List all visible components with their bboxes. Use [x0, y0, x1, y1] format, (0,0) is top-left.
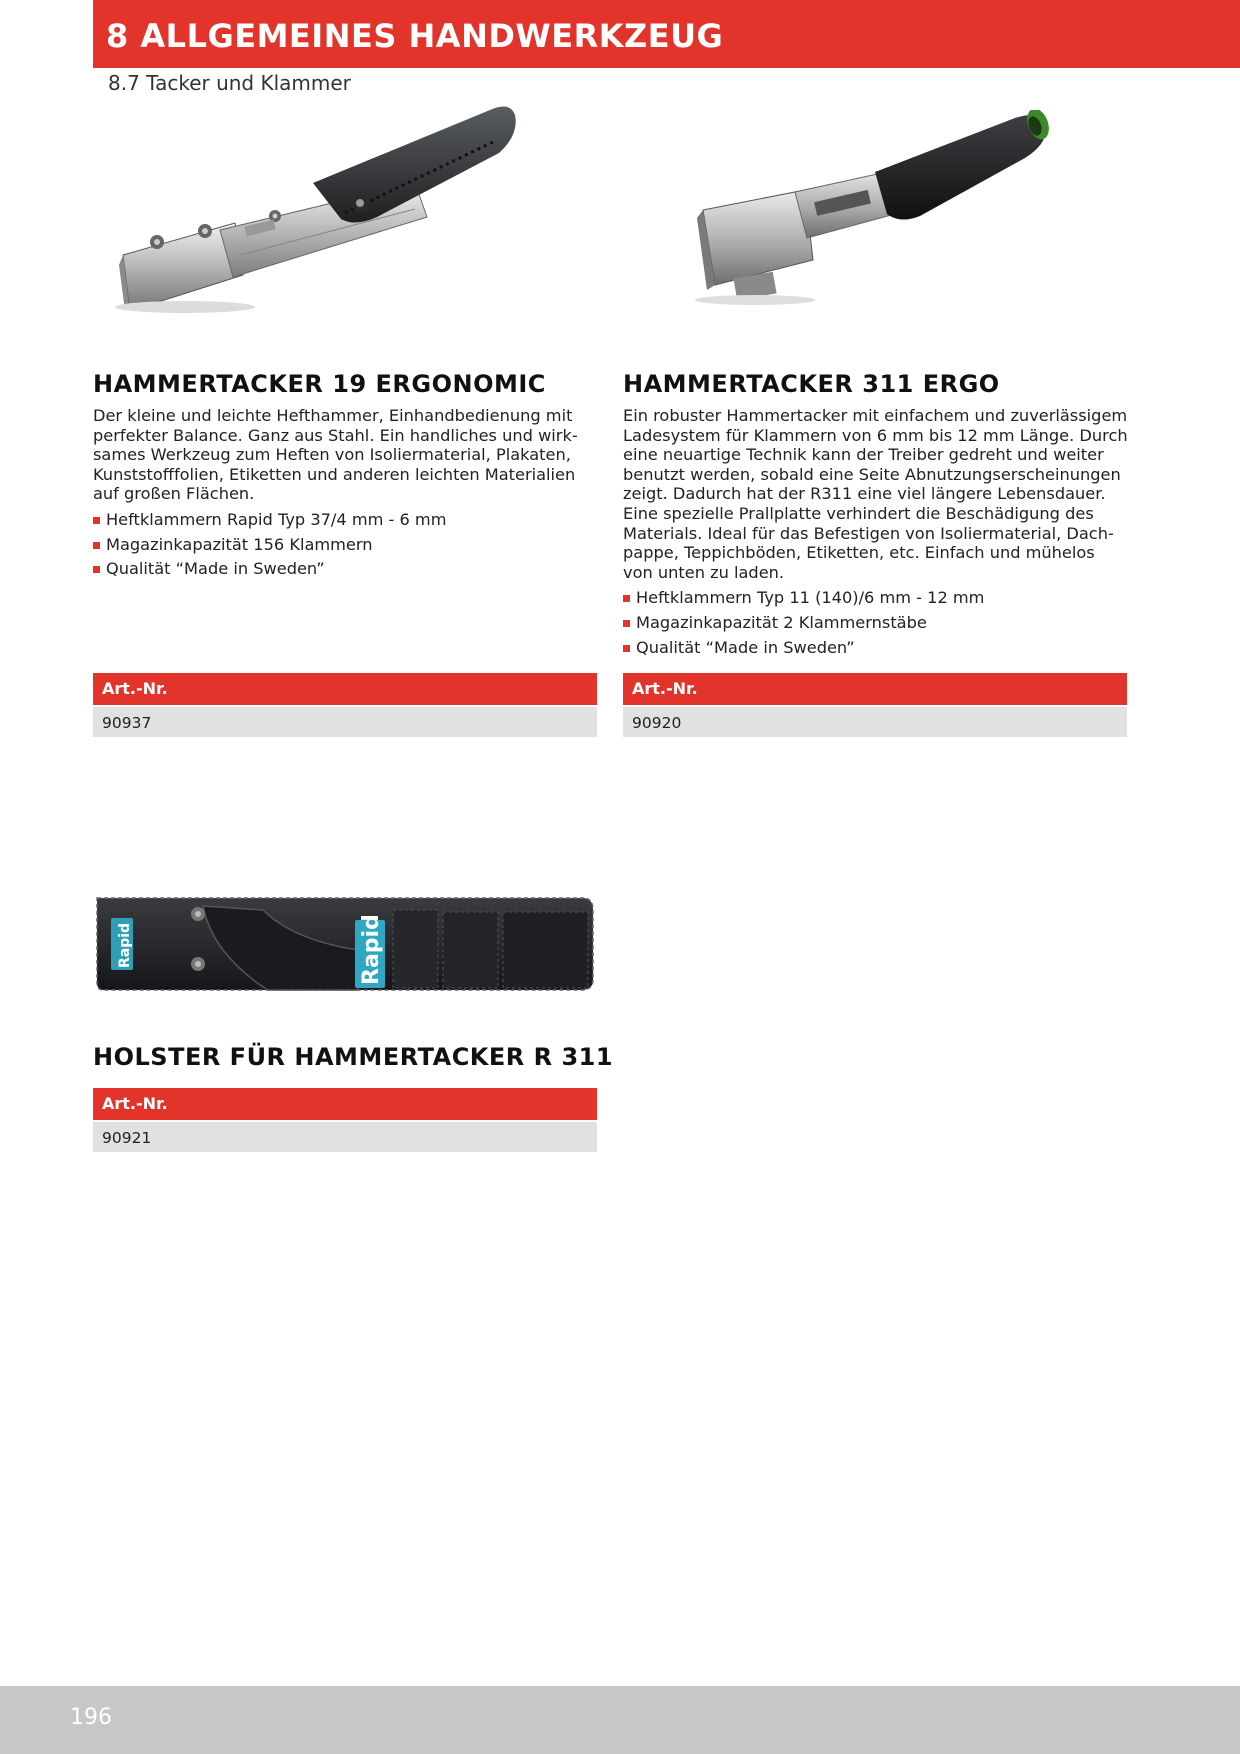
- article-number-table: [623, 673, 1127, 737]
- bullet-square-icon: [93, 542, 100, 549]
- article-number-table: [93, 1088, 597, 1152]
- feature-item: Qualität “Made in Sweden”: [623, 636, 1128, 661]
- bullet-square-icon: [93, 517, 100, 524]
- bullet-square-icon: [623, 620, 630, 627]
- product-description-hammertacker-19: [93, 406, 593, 582]
- hammertacker-311-image: [695, 110, 1055, 345]
- feature-list: [93, 508, 593, 582]
- hammertacker-19-image: [115, 105, 575, 350]
- feature-item: Magazinkapazität 156 Klammern: [93, 533, 593, 558]
- chapter-header: [93, 0, 1240, 68]
- feature-item: Qualität “Made in Sweden”: [93, 557, 593, 582]
- holster-brand-label: Rapid: [359, 914, 384, 985]
- page-footer: [0, 1686, 1240, 1754]
- description-text: Der kleine und leichte Hefthammer, Einhandbedienung mit perfekter Balance. Ganz aus Stahl. Ein handliches und wirksames Werkzeug zum Heften von Isoliermaterial, Plakaten, Kunststofffolien, Etiketten und anderen leichten Materialien auf großen Flächen.: [93, 406, 578, 504]
- article-number-header: Art.-Nr.: [93, 1088, 597, 1120]
- article-number-header: Art.-Nr.: [93, 673, 597, 705]
- bullet-square-icon: [623, 595, 630, 602]
- feature-item: Heftklammern Typ 11 (140)/6 mm - 12 mm: [623, 586, 1128, 611]
- article-number-value: 90937: [93, 707, 597, 737]
- bullet-square-icon: [623, 645, 630, 652]
- bullet-square-icon: [93, 566, 100, 573]
- article-number-value: 90921: [93, 1122, 597, 1152]
- product-title-hammertacker-19: HAMMERTACKER 19 ERGONOMIC: [93, 370, 546, 398]
- section-subtitle: 8.7 Tacker und Klammer: [108, 71, 351, 95]
- page-number: 196: [70, 1705, 112, 1730]
- product-title-hammertacker-311: HAMMERTACKER 311 ERGO: [623, 370, 1000, 398]
- chapter-title: 8 ALLGEMEINES HANDWERKZEUG: [106, 17, 724, 55]
- feature-item: Magazinkapazität 2 Klammernstäbe: [623, 611, 1128, 636]
- product-title-holster: HOLSTER FÜR HAMMERTACKER R 311: [93, 1043, 614, 1071]
- feature-list: [623, 586, 1128, 660]
- article-number-header: Art.-Nr.: [623, 673, 1127, 705]
- product-description-hammertacker-311: [623, 406, 1128, 660]
- article-number-table: [93, 673, 597, 737]
- holster-image: [93, 890, 598, 1005]
- holster-brand-label-small: Rapid: [117, 922, 133, 968]
- description-text: Ein robuster Hammertacker mit einfachem und zuverlässigem Ladesystem für Klammern von 6 mm bis 12 mm Länge. Durch eine neuartige Technik kann der Treiber gedreht und weiter benutzt werden, sobald eine Seite Abnutzungserscheinungen zeigt. Dadurch hat der R311 eine viel längere Lebensdauer. Eine spezielle Prallplatte verhindert die Beschädigung des Materials. Ideal für das Befestigen von Isoliermaterial, Dachpappe, Teppichböden, Etiketten, etc. Einfach und mühelos von unten zu laden.: [623, 406, 1128, 582]
- article-number-value: 90920: [623, 707, 1127, 737]
- feature-item: Heftklammern Rapid Typ 37/4 mm - 6 mm: [93, 508, 593, 533]
